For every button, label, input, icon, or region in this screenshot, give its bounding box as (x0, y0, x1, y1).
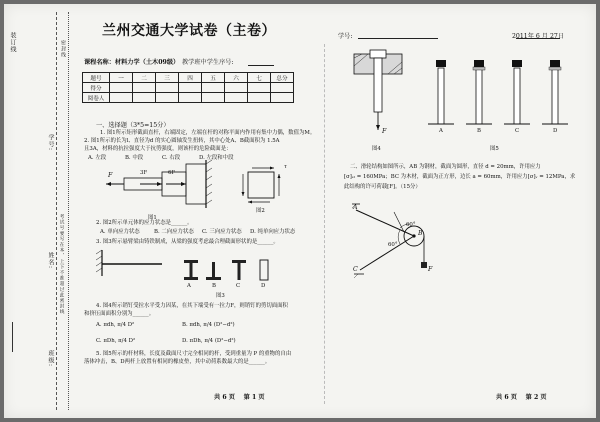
fig5-label-b: B (477, 128, 481, 134)
score-cell[interactable] (179, 93, 202, 103)
fig3-caption: 图3 (216, 293, 225, 299)
score-cell[interactable] (202, 83, 225, 93)
fig1-caption: 图1 (148, 215, 157, 221)
q2-right-line3: 此结构的许可荷载[F]。（15分） (344, 184, 421, 190)
q4-option-b: B. πdh, π/4 (D²−d²) (182, 322, 235, 328)
q4-line1: 4. 图4所示销钉受拉水平受力因某，在其下端受有一拉力F，则销钉的剪切面面积 (96, 303, 288, 309)
score-cell[interactable] (156, 83, 179, 93)
pulley-structure-figure (350, 200, 440, 280)
score-cell[interactable] (110, 83, 133, 93)
page-divider (324, 44, 325, 404)
fig5-label-d: D (553, 128, 558, 134)
figure4-pin-connection (348, 50, 408, 140)
bar-a (428, 60, 454, 124)
score-cell: 六 (225, 73, 248, 83)
q5-line1: 5. 图5所示的杆材料，长度及截面尺寸完全相同的杆，受到重量为 P 的重物的自由 (96, 351, 292, 357)
figure1-stepped-shaft (100, 160, 230, 216)
binding-line-label: 装订线 (9, 32, 16, 53)
score-cell: 得分 (83, 83, 110, 93)
fig2-caption: 图2 (256, 208, 265, 214)
fig3-label-a: A (187, 283, 191, 289)
score-points-row (83, 83, 294, 93)
q2-text: 2. 图2所示单元体的应力状态是______。 (96, 220, 193, 226)
date-underline (516, 38, 560, 39)
q2-option-a: A. 单向应力状态 (100, 229, 140, 235)
score-cell: 阅卷人 (83, 93, 110, 103)
fig1-label-3f: 3F (140, 170, 148, 176)
q2-option-b: B. 二向应力状态 (154, 229, 194, 235)
score-cell: 题号 (83, 73, 110, 83)
fig3-label-c: C (236, 283, 241, 289)
q2-option-c: C. 三向应力状态 (202, 229, 242, 235)
fig3-label-b: B (212, 283, 216, 289)
hanging-load (421, 262, 427, 268)
pulley-angle-left: 60° (388, 242, 398, 248)
score-cell: 总分 (271, 73, 294, 83)
q4-line2: 和挤压面面积分别为______。 (84, 311, 155, 317)
exam-sheet (4, 4, 596, 418)
student-no-label: 学号: (338, 33, 353, 40)
fig4-label-f: F (382, 128, 387, 135)
score-cell[interactable] (110, 93, 133, 103)
fig5-label-c: C (515, 128, 520, 134)
margin-class: 班级: (47, 350, 54, 368)
pin-shank (374, 58, 382, 112)
margin-student-id: 学号: (47, 134, 54, 152)
score-cell: 二 (133, 73, 156, 83)
q4-option-a: A. πdh, π/4 D² (96, 322, 135, 328)
pulley-label-b: B (418, 230, 423, 237)
q5-line2: 落体冲击，B、D两杆上放置有相同的橡皮垫，其中动荷系数最大的是______。 (84, 359, 271, 365)
score-cell[interactable] (225, 93, 248, 103)
element-square (248, 172, 274, 198)
seal-line-label: 密封线 (60, 40, 66, 58)
q4-option-d: D. πDh, π/4 (D²−d²) (182, 338, 236, 344)
shaft-thick-segment (186, 164, 206, 204)
q1-line1: 1. 图1所示矩形截面直杆，右端固定，左端在杆的对称平面内作用有集中力偶，数值为M。 (100, 130, 316, 136)
figure5-impact-bars (424, 56, 584, 136)
footer-page-1: 共 6 页 第 1 页 (214, 394, 265, 401)
class-info-label: 教学班中学生序号: (182, 59, 234, 66)
score-grader-row (83, 93, 294, 103)
margin-name: 姓名: (47, 252, 54, 270)
figure3-beam-sections (96, 248, 296, 298)
course-name: 课程名称：材料力学（土木09级） (84, 59, 180, 66)
pulley-label-a: A (353, 204, 358, 211)
q1-options: A. 左段 B. 中段 C. 右段 D. 左段和中段 (88, 155, 234, 161)
margin-warning: 考试号要写在本，上下不准超过此密封线 (59, 214, 64, 315)
q3-text: 3. 图3所示悬臂梁由铸铁制成，从梁的强度考虑最合理截面形状的是______。 (96, 239, 279, 245)
score-cell: 一 (110, 73, 133, 83)
class-info-field[interactable] (248, 65, 274, 66)
score-cell: 七 (248, 73, 271, 83)
score-cell[interactable] (156, 93, 179, 103)
score-cell[interactable] (225, 83, 248, 93)
score-cell[interactable] (133, 93, 156, 103)
fig3-label-d: D (261, 283, 266, 289)
pulley-angle-top: 60° (406, 222, 416, 228)
pulley-pin (412, 234, 415, 237)
score-cell[interactable] (248, 83, 271, 93)
score-cell: 四 (179, 73, 202, 83)
q2-right-heading: 二、滑轮结构如图所示，AB 为钢材，截面为圆形，直径 d = 20mm，许用应力 (350, 164, 541, 170)
fig1-label-6f: 6F (168, 170, 176, 176)
q4-option-c: C. πDh, π/4 D² (96, 338, 136, 344)
score-table (82, 72, 294, 103)
bar-d (542, 60, 568, 124)
pulley-label-f: F (428, 266, 433, 273)
student-no-field[interactable] (358, 38, 438, 39)
q2-right-line2: [σ]ₛₜ = 160MPa；BC 为木材，截面为正方形，边长 a = 60mm，许用应力[σ]ᵥ = 12MPa，求 (344, 174, 576, 180)
exam-title: 兰州交通大学试卷（主卷） (102, 23, 276, 39)
binding-dashed-line (56, 12, 57, 410)
section-d-rectangle (260, 260, 268, 280)
fig5-label-a: A (439, 128, 443, 134)
section-a-t-shape (184, 260, 198, 280)
section-b-inverted-t (206, 262, 221, 280)
q1-line3: 且3A，材料的抗拉强度大于抗剪强度，则该杆的危险截面是： (84, 146, 232, 152)
score-cell: 五 (202, 73, 225, 83)
seal-dotted-line (68, 12, 69, 410)
fig5-caption: 图5 (490, 146, 499, 152)
score-cell[interactable] (271, 83, 294, 93)
pulley-label-c: C (353, 266, 358, 273)
score-cell[interactable] (133, 83, 156, 93)
bar-c (504, 60, 530, 124)
score-cell[interactable] (248, 93, 271, 103)
footer-page-2: 共 6 页 第 2 页 (496, 394, 547, 401)
section-c-t-shape (232, 260, 246, 280)
section1-heading: 一、选择题（3*5=15分） (96, 122, 170, 129)
fig1-label-f: F (108, 172, 113, 179)
score-cell[interactable] (202, 93, 225, 103)
score-cell[interactable] (179, 83, 202, 93)
bar-b (466, 60, 492, 124)
score-header-row (83, 73, 294, 83)
fig4-caption: 图4 (372, 146, 381, 152)
margin-tick (12, 322, 14, 352)
figure2-stress-element (240, 162, 290, 208)
score-cell[interactable] (271, 93, 294, 103)
exam-date: 2011年 6 月 27日 (512, 33, 565, 40)
pin-head (370, 50, 386, 58)
q1-line2: 2. 图1所示的长为l、直径为d 的实心圆轴发生扭转，其中心处A、B截面积为 1.5A (84, 138, 280, 144)
score-cell: 三 (156, 73, 179, 83)
fig2-tau: τ (284, 164, 287, 170)
q2-option-d: D. 纯单向应力状态 (250, 229, 296, 235)
